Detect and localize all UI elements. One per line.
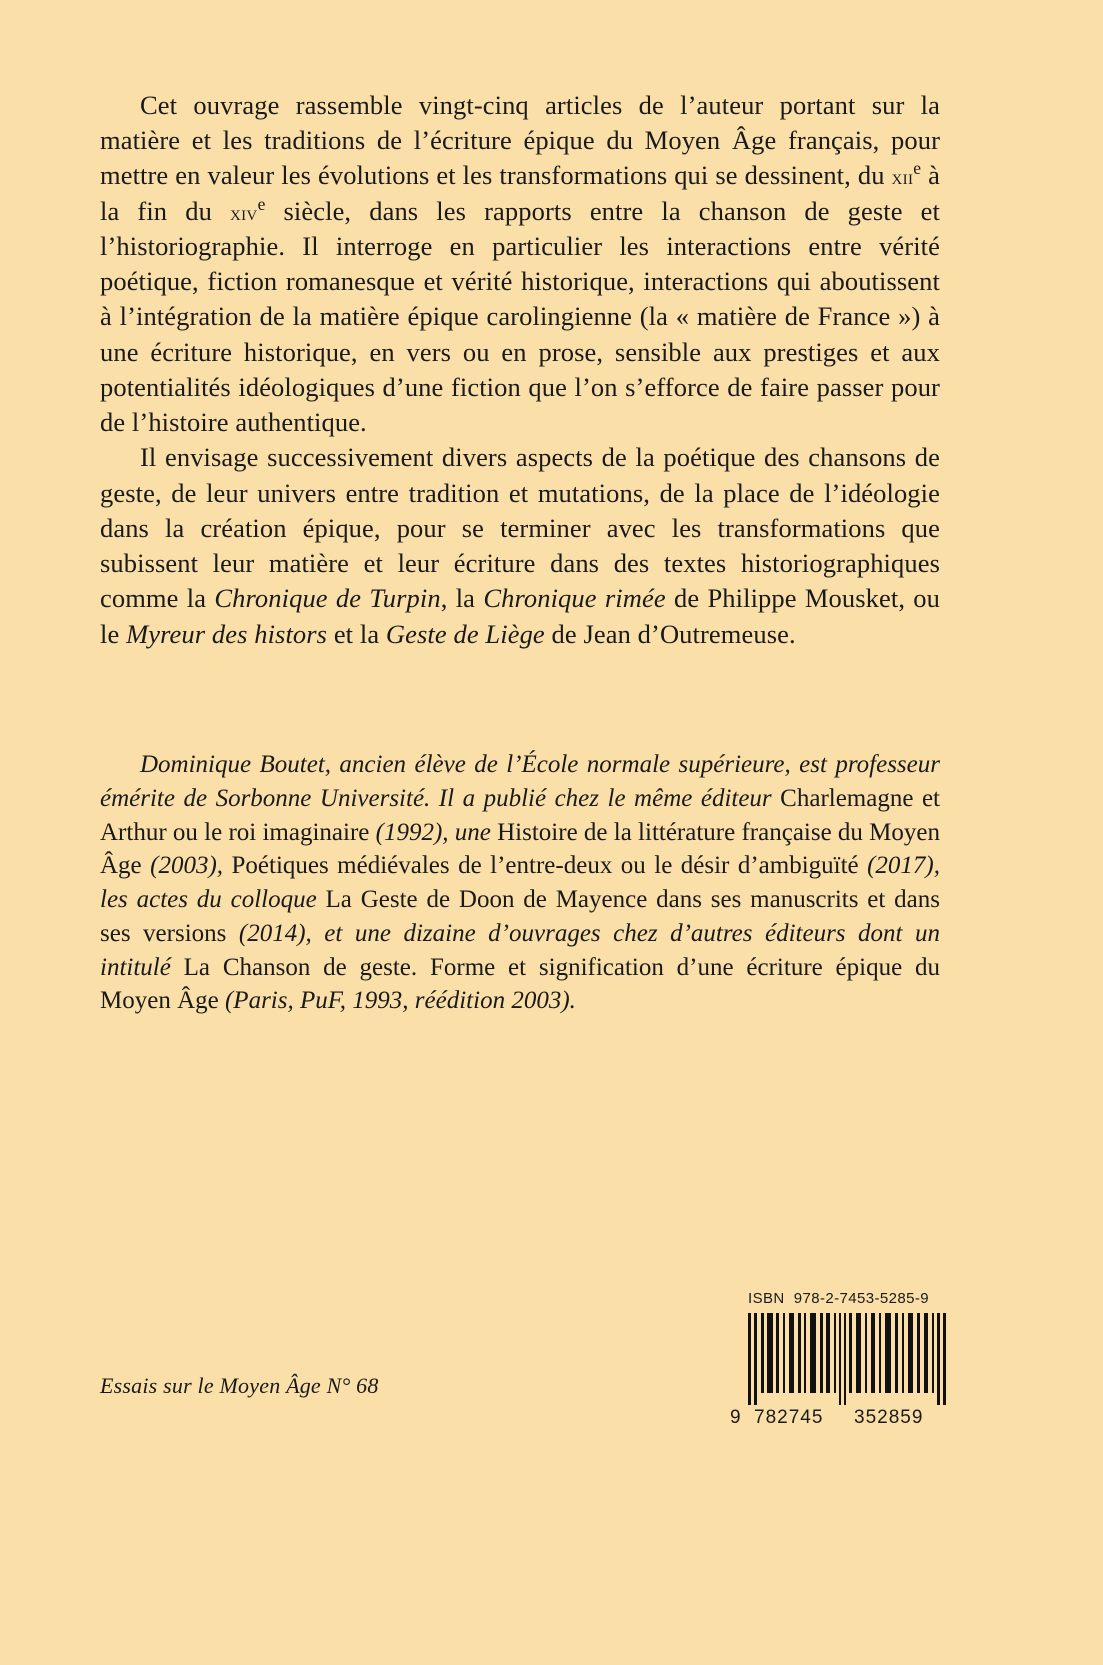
barcode-digit-lead: 9 xyxy=(730,1407,742,1428)
cited-title-myreur-des-histors: Myreur des histors xyxy=(126,618,328,649)
author-bio-block xyxy=(100,748,940,1018)
bio-text-1: Dominique Boutet, ancien élève de l’École normale supérieure, est professeur émérite de Sorbonne Université. Il a publié chez le même éditeur xyxy=(100,751,940,812)
cited-title-geste-de-liege: Geste de Liège xyxy=(385,618,545,649)
blurb-p1-text-b: à la fin du xyxy=(100,160,941,226)
bio-text-5: (2014), et une dizaine d’ouvrages chez d’autres éditeurs dont un intitulé xyxy=(100,919,940,981)
blurb-text-block xyxy=(100,88,940,652)
cited-title-chronique-rimee: Chronique rimée xyxy=(483,583,666,614)
bio-work-poetiques-medievales: Poétiques médiévales de l’entre-deux ou le désir d’ambiguïté xyxy=(231,852,859,880)
bio-work-geste-doon-de-mayence: La Geste de Doon de Mayence dans ses manuscrits et dans ses versions xyxy=(100,886,940,947)
bio-work-histoire-litterature: Histoire de la littérature française du Moyen Âge xyxy=(100,818,941,880)
barcode-digit-group-1: 782745 xyxy=(754,1407,824,1428)
bio-text-2: (1992), une xyxy=(369,818,498,846)
bio-work-charlemagne-et-arthur: Charlemagne et Arthur ou le roi imaginaire xyxy=(100,784,940,846)
barcode-digit-group-2: 352859 xyxy=(854,1407,924,1428)
blurb-p2-text-b: , la xyxy=(440,583,484,614)
isbn-number: 978-2-7453-5285-9 xyxy=(793,1290,929,1307)
bio-text-3: (2003), xyxy=(141,852,232,880)
blurb-p2-text-d: et la xyxy=(327,618,386,649)
author-bio-paragraph xyxy=(100,748,940,1018)
blurb-p2-text-c: de Philippe Mousket, ou le xyxy=(100,583,941,649)
bio-text-4: (2017), les actes du colloque xyxy=(100,852,941,913)
century-14-sup: e xyxy=(257,193,266,214)
blurb-paragraph-1 xyxy=(100,88,940,440)
blurb-paragraph-2 xyxy=(100,440,940,651)
barcode-block xyxy=(730,1290,944,1429)
series-line: Essais sur le Moyen Âge N° 68 xyxy=(100,1373,379,1398)
blurb-p2-text-e: de Jean d’Outremeuse. xyxy=(544,618,796,649)
barcode-bars xyxy=(748,1313,944,1393)
century-14: xiv xyxy=(230,200,258,225)
bio-work-chanson-de-geste: La Chanson de geste. Forme et signification d’une écriture épique du Moyen Âge xyxy=(100,953,940,1015)
century-12: xii xyxy=(891,165,914,190)
barcode-digits xyxy=(730,1407,944,1429)
bio-text-6: (Paris, PuF, 1993, réédition 2003). xyxy=(218,987,576,1015)
blurb-p2-text-a: Il envisage successivement divers aspects de la poétique des chansons de geste, de leur univers entre tradition et mutations, de la place de l’idéologie dans la création épique, pour se terminer avec les transformations que subissent leur matière et leur écriture dans des textes historiographiques comme la xyxy=(100,442,940,614)
blurb-p1-text-c: siècle, dans les rapports entre la chanson de geste et l’historiographie. Il interroge en particulier les interactions entre vérité poétique, fiction romanesque et vérité historique, interactions qui aboutissent à l’intégration de la matière épique carolingienne (la « matière de France ») à une écriture historique, en vers ou en prose, sensible aux prestiges et aux potentialités idéologiques d’une fiction que l’on s’efforce de faire passer pour de l’histoire authentique. xyxy=(100,195,941,438)
cited-title-chronique-de-turpin: Chronique de Turpin xyxy=(214,583,441,614)
isbn-text xyxy=(748,1290,944,1307)
century-12-sup: e xyxy=(913,158,922,179)
isbn-label: ISBN xyxy=(748,1290,785,1307)
blurb-p1-text-a: Cet ouvrage rassemble vingt-cinq articles de l’auteur portant sur la matière et les traditions de l’écriture épique du Moyen Âge français, pour mettre en valeur les évolutions et les transformations qui se dessinent, du xyxy=(100,90,940,191)
